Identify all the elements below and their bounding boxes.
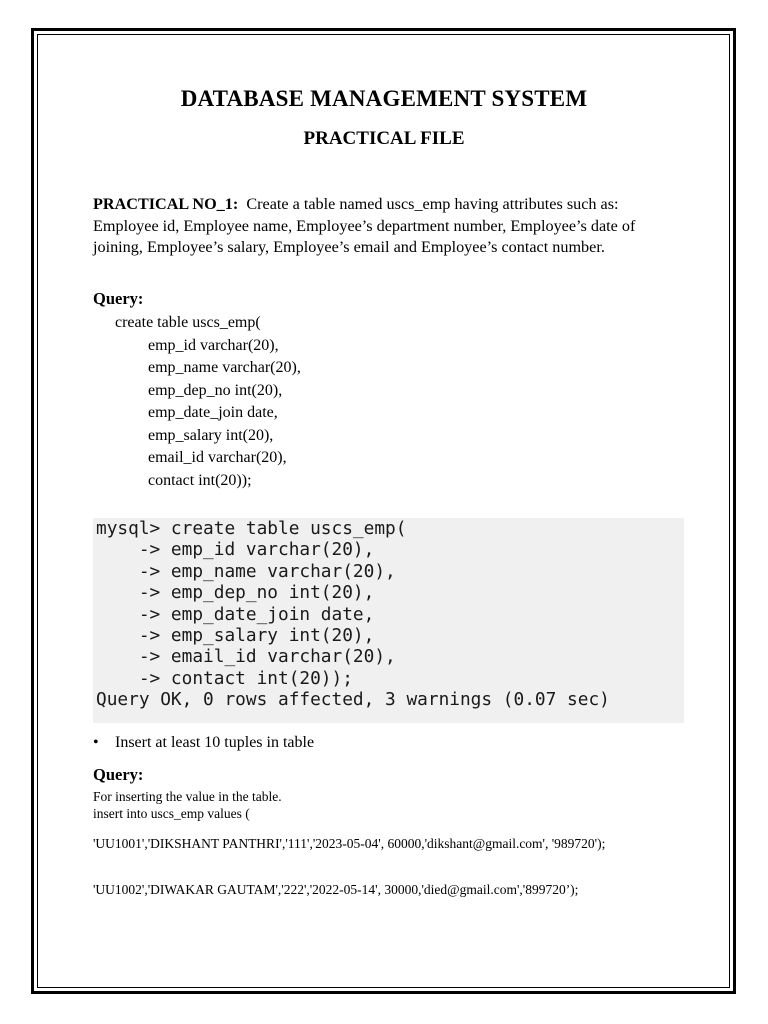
practical-1-description bbox=[93, 194, 668, 259]
query-line: emp_id varchar(20), bbox=[148, 336, 279, 354]
document-subtitle: PRACTICAL FILE bbox=[303, 128, 465, 149]
query-2-statement: insert into uscs_emp values ( bbox=[93, 806, 250, 821]
query-line: emp_salary int(20), bbox=[148, 426, 274, 444]
query-1-label: Query: bbox=[93, 289, 144, 308]
query-2-tuple-1: 'UU1001','DIKSHANT PANTHRI','111','2023-05-04', 60000,'dikshant@gmail.com', '989720'); bbox=[93, 836, 606, 851]
terminal-line: -> emp_date_join date, bbox=[96, 603, 375, 625]
bullet-item bbox=[93, 734, 314, 752]
terminal-line: mysql> create table uscs_emp( bbox=[96, 518, 407, 539]
query-line: contact int(20)); bbox=[148, 471, 252, 489]
query-line: email_id varchar(20), bbox=[148, 449, 287, 466]
mysql-terminal-screenshot bbox=[93, 518, 684, 723]
terminal-line: -> emp_id varchar(20), bbox=[96, 539, 375, 561]
query-2-intro: For inserting the value in the table. bbox=[93, 789, 282, 804]
query-2-tuple-2: 'UU1002','DIWAKAR GAUTAM','222','2022-05-14', 30000,'died@gmail.com','899720’); bbox=[93, 882, 579, 897]
query-2-label: Query: bbox=[93, 765, 144, 784]
bullet-text: Insert at least 10 tuples in table bbox=[115, 734, 315, 751]
practical-1-text: Create a table named uscs_emp having attributes such as: Employee id, Employee name, Employee’s department number, Employee’s date of joining, Employee’s salary, Employee’s email and Employee’s contact number. bbox=[93, 195, 636, 257]
terminal-line: -> email_id varchar(20), bbox=[96, 646, 396, 668]
query-line: emp_dep_no int(20), bbox=[148, 381, 283, 399]
query-1-code bbox=[115, 312, 301, 492]
practical-1-separator: : bbox=[232, 195, 239, 213]
practical-1-label: PRACTICAL NO_1 bbox=[93, 195, 233, 213]
terminal-line: -> emp_name varchar(20), bbox=[96, 560, 396, 582]
terminal-line: -> emp_dep_no int(20), bbox=[96, 582, 375, 604]
bullet-icon: • bbox=[93, 734, 99, 751]
document-title: DATABASE MANAGEMENT SYSTEM bbox=[180, 86, 588, 111]
query-line: emp_name varchar(20), bbox=[148, 359, 301, 376]
query-line: create table uscs_emp( bbox=[115, 314, 261, 331]
terminal-line: -> emp_salary int(20), bbox=[96, 625, 375, 647]
terminal-result-line: Query OK, 0 rows affected, 3 warnings (0.07 sec) bbox=[96, 689, 610, 711]
terminal-line: -> contact int(20)); bbox=[96, 667, 353, 689]
query-line: emp_date_join date, bbox=[148, 404, 278, 421]
